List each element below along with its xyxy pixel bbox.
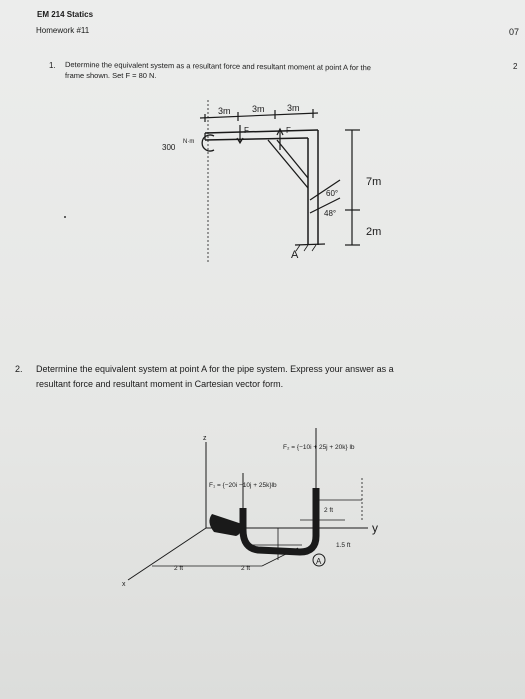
edge-mark: 2 — [513, 62, 518, 71]
problem-2-number: 2. — [15, 364, 23, 374]
dim-top-1: 3m — [218, 106, 231, 116]
moment-unit: N·m — [183, 139, 195, 145]
origin-label: O — [211, 517, 218, 526]
dim-15ft: 1.5 ft — [336, 542, 351, 549]
page-corner-number: 07 — [509, 27, 520, 37]
dim-right-2: 2m — [366, 226, 382, 238]
problem-2-text-line-1: Determine the equivalent system at point A for the pipe system. Express your answer as a — [36, 364, 394, 374]
axis-z-label: z — [203, 435, 207, 442]
course-title: EM 214 Statics — [37, 10, 94, 19]
angle-label-1: 60° — [326, 189, 339, 198]
dim-top-2: 3m — [252, 104, 265, 114]
axis-y-label: y — [372, 521, 378, 535]
moment-value: 300 — [162, 143, 176, 152]
problem-1-text-line-1: Determine the equivalent system as a resultant force and resultant moment at point A for the — [64, 60, 372, 73]
dim-right-1: 7m — [366, 176, 382, 188]
pipe-point-a-label: A — [316, 557, 322, 566]
f1-label: F₁ = {−20i −10j + 25k}lb — [209, 482, 277, 489]
problem-1-text-line-2: frame shown. Set F = 80 N. — [65, 71, 157, 80]
angle-label-2: 48° — [324, 209, 337, 218]
homework-title: Homework #11 — [36, 26, 90, 35]
dim-2ft-c: 2 ft — [241, 565, 251, 572]
dim-2ft-b: 2 ft — [174, 565, 184, 572]
x-axis — [128, 528, 206, 580]
problem-1-number: 1. — [49, 61, 56, 70]
axis-x-label: x — [122, 581, 126, 588]
point-a-label: A — [291, 249, 299, 261]
dim-top-3: 3m — [287, 103, 300, 113]
dim-2ft-a: 2 ft — [324, 507, 334, 514]
f2-label: F₂ = {−10i + 25j + 20k} lb — [283, 444, 355, 451]
force-label-1: F — [244, 126, 249, 135]
problem-2-text-line-2: resultant force and resultant moment in Cartesian vector form. — [36, 379, 284, 389]
force-label-2: F — [286, 126, 291, 135]
